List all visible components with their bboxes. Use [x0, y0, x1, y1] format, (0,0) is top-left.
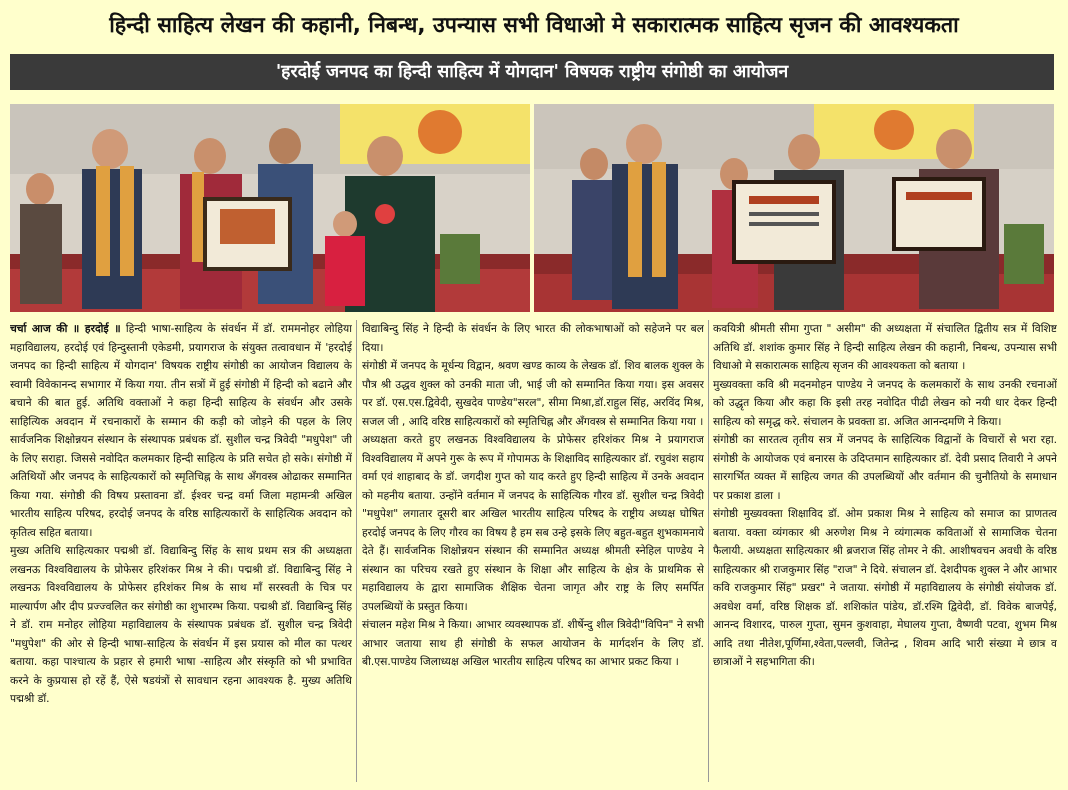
- article-paragraph: मुख्यवक्ता कवि श्री मदनमोहन पाण्डेय ने जनपद के कलमकारों के साथ उनकी रचनाओं को उद्धृत किया और कहा कि इसी तरह नवोदित पीढी लेखन को नयी धार देकर हिन्दी साहित्य को समृद्ध करे. संचालन के प्रवक्ता डा. अजित आनन्दमणि ने किया।: [713, 377, 1057, 428]
- article-paragraph: अध्यक्षता करते हुए लखनऊ विश्वविद्यालय के प्रोफेसर हरिशंकर मिश्र ने प्रयागराज विश्वविद्यालय में अपने गुरू के रूप में गोपामऊ के शिक्षाविद साहित्यकार डॉ. रघुवंश सहाय वर्मा एवं शाहाबाद के डॉ. जगदीश गुप्त को याद करते हुए हिन्दी साहित्य में उनके अवदान को महनीय बताया. उन्होंने वर्तमान में जनपद के साहित्यिक गौरव डॉ. सुशील चन्द्र त्रिवेदी "मधुपेश" लगातार दूसरी बार अखिल भारतीय साहित्य परिषद के राष्ट्रीय अध्यक्ष घोषित हरदोई जनपद के लिए गौरव का विषय है हम सब उन्हे इसके लिए बहुत-बहुत शुभकामनाये देते हैं। सार्वजनिक शिक्षोन्नयन संस्थान की सम्मानित अध्यक्ष श्रीमती स्नेहिल पाण्डेय ने संस्थान का परिचय रखते हुए संस्थान के शिक्षा और साहित्य के क्षेत्र के प्राथमिक से महाविद्यालय के द्वारा सामाजिक शैक्षिक चेतना जागृत और राष्ट्र के लिए समर्पित उपलब्धियों के प्रस्तुत किया।: [362, 433, 704, 613]
- article-paragraph: [10, 320, 352, 542]
- article-column-1: [10, 320, 352, 782]
- article-column-3: [713, 320, 1057, 782]
- article-paragraph: मुख्य अतिथि साहित्यकार पद्मश्री डॉ. विद्याबिन्दु सिंह के साथ प्रथम सत्र की अध्यक्षता लखनऊ विश्वविद्यालय के प्रोफेसर हरिशंकर मिश्र ने की। पद्मश्री डॉ. विद्याबिन्दु सिंह ने लखनऊ विश्वविद्यालय के प्रोफेसर हरिशंकर मिश्र के साथ माँ सरस्वती के चित्र पर माल्यार्पण और दीप प्रज्ज्वलित कर संगोष्ठी का शुभारम्भ किया. पद्मश्री डॉ. विद्याबिन्दु सिंह ने डॉ. राम मनोहर लोहिया महाविद्यालय के संस्थापक प्रबंधक डॉ. सुशील चन्द्र त्रिवेदी "मधुपेश" की ओर से हिन्दी भाषा-साहित्य के संवर्धन में इस प्रयास को मील का पत्थर बताया. कहा पाश्चात्य के प्रहार से हमारी भाषा -साहित्य और संस्कृति को भी प्रभावित करने के कुप्रयास हो रहें हैं, ऐसे षडयंत्रों से सावधान रहना आवश्यक है. मुख्य अतिथि पद्मश्री डॉ.: [10, 544, 352, 705]
- event-photo-right: [534, 104, 1054, 312]
- article-column-2: [362, 320, 704, 782]
- felicitation-photo-illustration: [10, 104, 530, 312]
- article-paragraph: संचालन महेश मिश्र ने किया। आभार व्यवस्थापक डॉ. शीर्षेन्दु शील त्रिवेदी"विपिन" ने सभी आभार जताया साथ ही संगोष्ठी के सफल आयोजन के मार्गदर्शन के लिए डॉ. बी.एस.पाण्डेय जिलाध्यक्ष अखिल भारतीय साहित्य परिषद का आभार प्रकट किया ।: [362, 618, 704, 668]
- column-divider-1: [356, 320, 357, 782]
- article-paragraph: संगोष्ठी में जनपद के मूर्धन्य विद्वान, श्रवण खण्ड काव्य के लेखक डॉ. शिव बालक शुक्ल के पौत्र श्री उद्धव शुक्ल को उनकी माता जी, भाई जी को सम्मानित किया गया। इस अवसर पर डॉ. एस.एस.द्विवेदी, सुखदेव पाण्डेय"सरल", सीमा मिश्रा,डॉ.राहुल सिंह, अरविंद मिश्र, सजल जी , आदि वरिष्ठ साहित्यकारों को स्मृतिचिह्न और अँगवस्त्र से सम्मानित किया गया ।: [362, 359, 704, 428]
- article-paragraph: विद्याबिन्दु सिंह ने हिन्दी के संवर्धन के लिए भारत की लोकभाषाओं को सहेजने पर बल दिया।: [362, 322, 704, 354]
- event-photo-left: [10, 104, 530, 312]
- article-paragraph: संगोष्ठी मुख्यवक्ता शिक्षाविद डॉ. ओम प्रकाश मिश्र ने साहित्य को समाज का प्राणतत्व बताया. वक्ता व्यंगकार श्री अरुणेश मिश्र ने व्यंगात्मक कविताओं से सामाजिक चेतना फैलायी. अध्यक्षता साहित्यकार श्री ब्रजराज सिंह तोमर ने की. आशीषवचन अवधी के वरिष्ठ साहित्यकार श्री राजकुमार सिंह "राज" ने दिये. संचालन डॉ. देशदीपक शुक्ल ने और आभार कवि राजकुमार सिंह" प्रखर" ने जताया. संगोष्ठी में महाविद्यालय के संगोष्ठी संयोजक डॉ. अवधेश वर्मा, वरिष्ठ शिक्षक डॉ. शशिकांत पांडेय, डॉ.रश्मि द्विवेदी, डॉ. विवेक बाजपेई, आनन्द विशारद, पारुल गुप्ता, सुमन कुशवाहा, मेघालय गुप्ता, वैष्णवी पटवा, शुभम मिश्र आदि तथा नीतेश,पूर्णिमा,श्वेता,पल्लवी, जितेन्द्र , शिवम आदि भारी संख्या मे छात्र व छात्राओं ने सहभागिता की।: [713, 507, 1057, 668]
- felicitation-photo-illustration-2: [534, 104, 1054, 312]
- article-paragraph: कवयित्री श्रीमती सीमा गुप्ता " असीम" की अध्यक्षता में संचालित द्वितीय सत्र में विशिष्ट अतिथि डॉ. शशांक कुमार सिंह ने हिन्दी साहित्य लेखन की कहानी, निबन्ध, उपन्यास सभी विधाओ मे सकारात्मक साहित्य सृजन की आवश्यकता को बताया ।: [713, 322, 1057, 372]
- paragraph-text: हिन्दी भाषा-साहित्य के संवर्धन में डॉ. राममनोहर लोहिया महाविद्यालय, हरदोई एवं हिन्दुस्तानी एकेडमी, प्रयागराज के संयुक्त तत्वावधान में 'हरदोई जनपद का हिन्दी साहित्य में योगदान' विषयक राष्ट्रीय संगोष्ठी का आयोजन विद्यालय के स्वामी विवेकानन्द सभागार में किया गया. तीन सत्रों में हुई संगोष्ठी में हिन्दी को बढाने और बचाने की बात हुई. अतिथि वक्ताओं ने कहा हिन्दी साहित्य के संवर्धन और उसके साहित्यिक अवदान में रचनाकारों के सम्मान की कड़ी को जोड़ने की पहल के लिए सार्वजनिक शिक्षोन्नयन संस्थान के संस्थापक प्रबंधक डॉ. सुशील चन्द्र त्रिवेदी "मधुपेश" जी के लिए सराहा. जिससे नवोदित कलमकार हिन्दी साहित्य के प्रति सचेत हो सके। संगोष्ठी में अतिथियों और जनपद के साहित्यकारों को स्मृतिचिह्न के साथ अँगवस्त्र ओढाकर सम्मानित किया गया. संगोष्ठी की विषय प्रस्तावना डॉ. ईश्वर चन्द्र वर्मा जिला महामन्त्री अखिल भारतीय साहित्य परिषद, हरदोई जनपद के वरिष्ठ साहित्यकारों के साहित्यिक अवदान को कृतित्व सहित बताया।: [10, 322, 352, 539]
- dateline: चर्चा आज की ॥ हरदोई ॥: [10, 322, 121, 335]
- sub-headline-bar: 'हरदोई जनपद का हिन्दी साहित्य में योगदान' विषयक राष्ट्रीय संगोष्ठी का आयोजन: [10, 54, 1054, 90]
- page-headline: हिन्दी साहित्य लेखन की कहानी, निबन्ध, उपन्यास सभी विधाओ मे सकारात्मक साहित्य सृजन की आवश्यकता: [109, 13, 959, 38]
- article-paragraph: संगोष्ठी का सारतत्व तृतीय सत्र में जनपद के साहित्यिक विद्वानों के विचारों से भरा रहा. संगोष्ठी के आयोजक एवं बनारस के उदिप्तमान साहित्यकार डॉ. देवी प्रसाद तिवारी ने अपने सारगर्भित व्यक्त में साहित्य जगत की उपलब्धियों और वर्तमान की चुनौतियो के समाधान पर प्रकाश डाला ।: [713, 433, 1057, 502]
- column-divider-2: [708, 320, 709, 782]
